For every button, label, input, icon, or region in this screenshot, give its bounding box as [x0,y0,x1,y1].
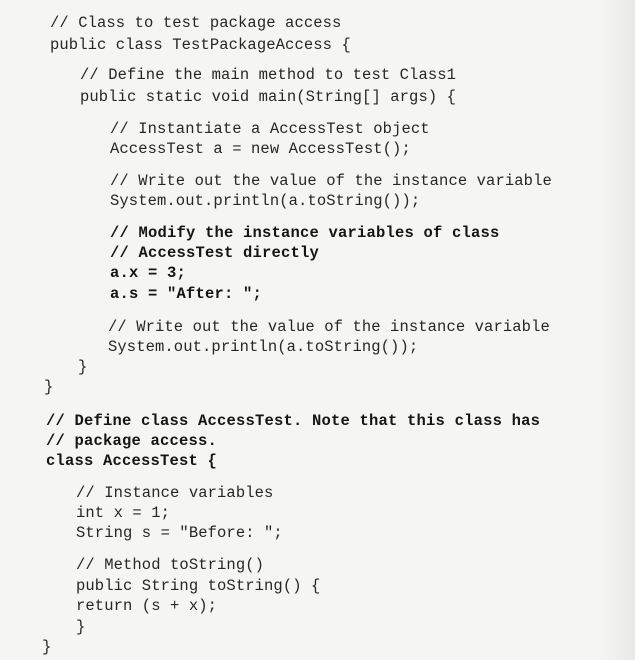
comment-modify-instance-variables: // Modify the instance variables of class [110,224,500,242]
return-statement: return (s + x); [76,597,218,615]
comment-define-accesstest: // Define class AccessTest. Note that this class has [46,412,541,430]
closing-brace-tostring: } [76,618,86,636]
comment-class-purpose: // Class to test package access [50,14,342,32]
comment-instance-variables: // Instance variables [76,484,274,502]
main-method-signature: public static void main(String[] args) { [80,88,457,106]
assign-s-line: a.s = "After: "; [110,285,263,303]
assign-x-line: a.x = 3; [110,264,187,282]
comment-instantiate-object: // Instantiate a AccessTest object [110,120,430,138]
tostring-method-signature: public String toString() { [76,577,321,595]
comment-main-method: // Define the main method to test Class1 [80,66,457,84]
class-declaration-accesstest: class AccessTest { [46,452,218,470]
closing-brace-testpackageaccess: } [44,378,54,396]
class-declaration-testpackageaccess: public class TestPackageAccess { [50,36,351,54]
comment-accesstest-directly: // AccessTest directly [110,244,320,262]
comment-package-access: // package access. [46,432,218,450]
string-s-declaration: String s = "Before: "; [76,524,283,542]
print-first-line: System.out.println(a.toString()); [110,192,421,210]
closing-brace-accesstest: } [42,638,52,656]
closing-brace-main: } [78,358,88,376]
comment-write-value-first: // Write out the value of the instance variable [110,172,552,190]
instantiate-accesstest-line: AccessTest a = new AccessTest(); [110,140,411,158]
comment-method-tostring: // Method toString() [76,556,265,574]
print-second-line: System.out.println(a.toString()); [108,338,419,356]
int-x-declaration: int x = 1; [76,504,171,522]
comment-write-value-second: // Write out the value of the instance variable [108,318,550,336]
